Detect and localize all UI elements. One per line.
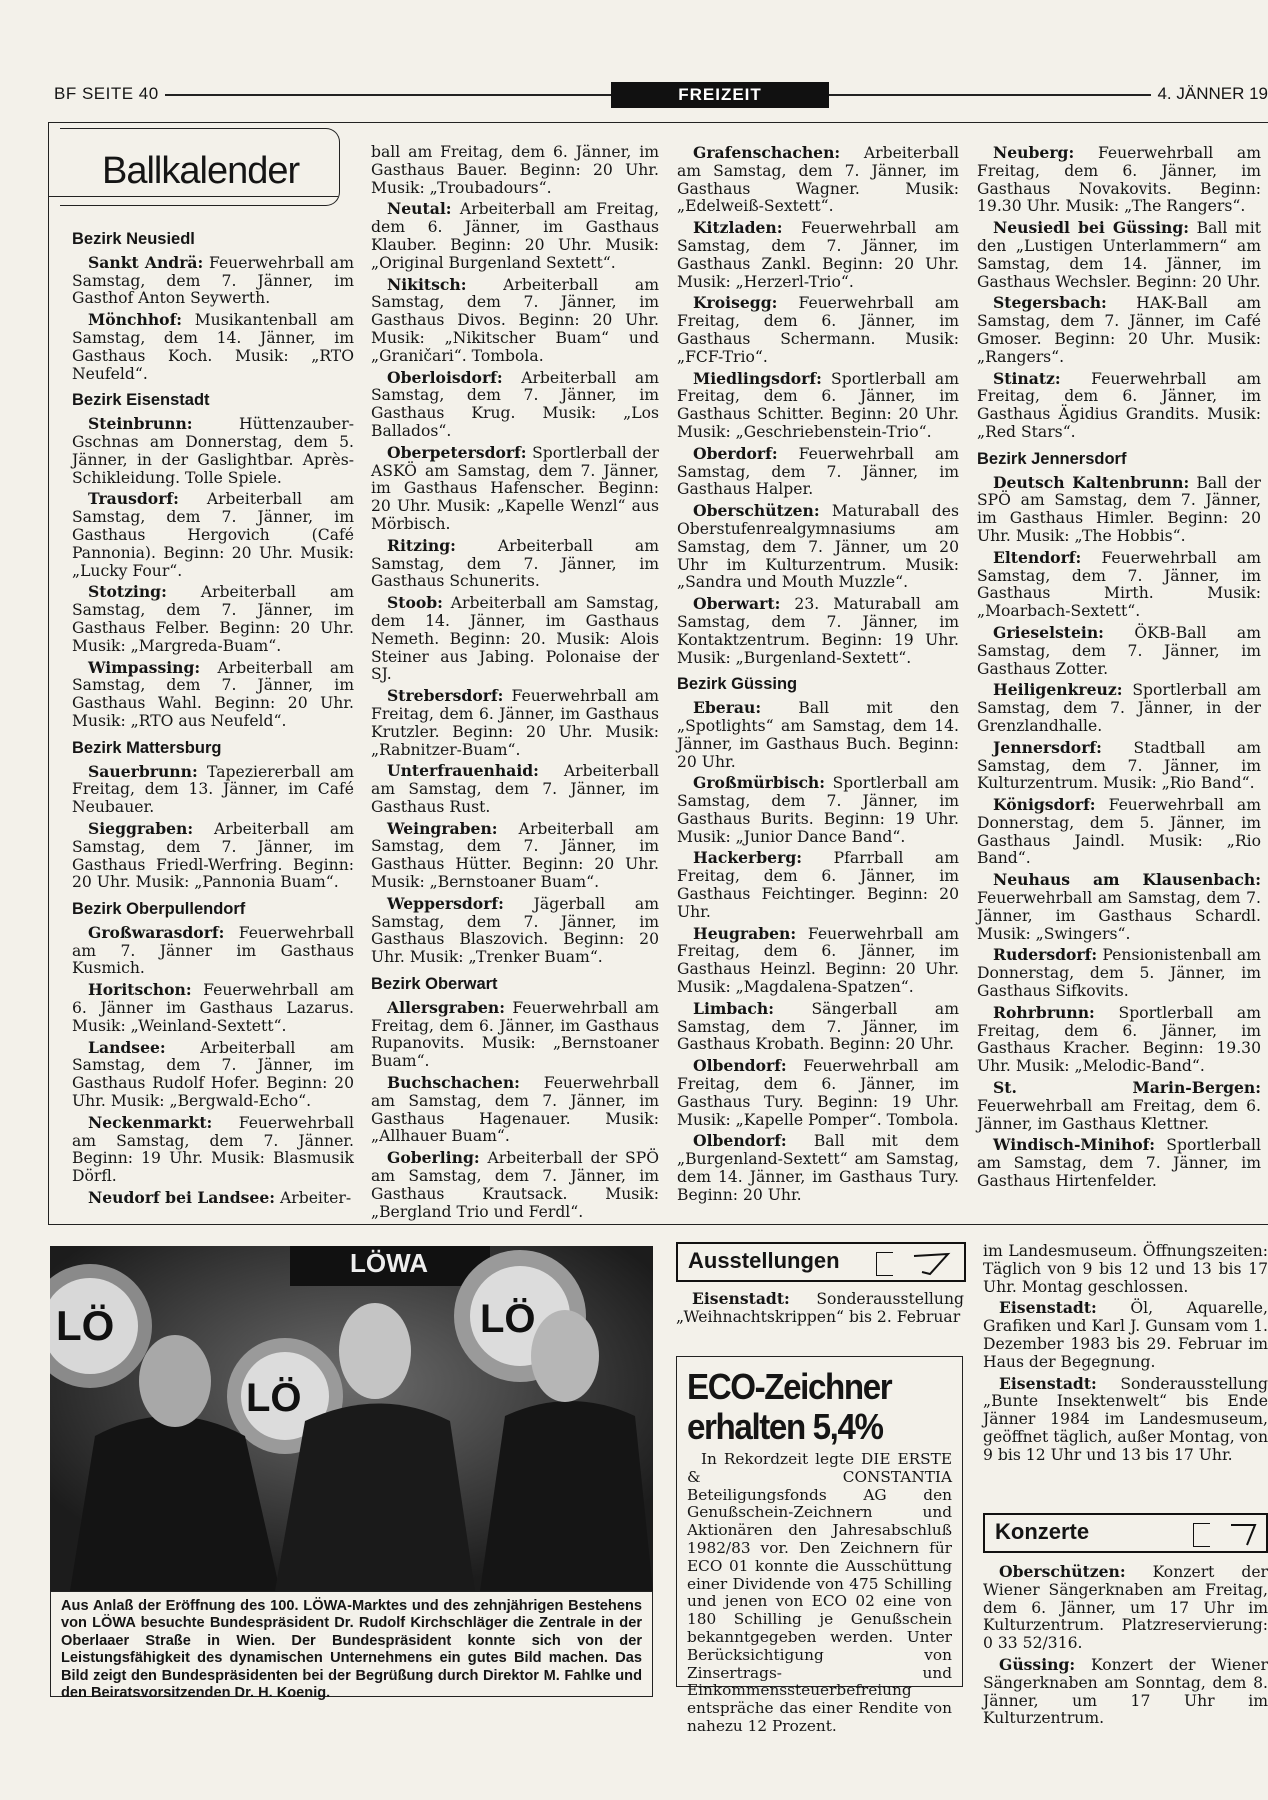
entry-place: Mönchhof: <box>88 310 183 330</box>
heading-dot-bracket <box>1193 1523 1210 1547</box>
photo-caption: Aus Anlaß der Eröffnung des 100. LÖWA-Marktes und des zehnjährigen Bestehens von LÖWA besuchte Bundespräsident Dr. Rudolf Kirchschläger die Zentrale in der Oberlaaer Straße in Wien. Der Bundespräsident konnte sich von der Leistungsfähigkeit des dynamischen Unternehmens ein gutes Bild machen. Das Bild zeigt den Bundespräsidenten bei der Begrüßung durch Direktor M. Fahlke und den Beiratsvorsitzenden Dr. H. Koenig. <box>50 1591 653 1697</box>
listing-entry <box>677 925 959 997</box>
listing-entry <box>677 294 959 366</box>
entry-text: Sonderausstellung „Bunte Insektenwelt“ bis Ende Jänner 1984 im Landesmuseum, geöffnet täglich, außer Montag, von 9 bis 12 Uhr und 13 bis 17 Uhr. <box>983 1374 1268 1464</box>
ballkalender-title: Ballkalender <box>98 150 303 193</box>
entry-place: Heugraben: <box>693 923 797 943</box>
entry-text: Arbeiterball am Samstag, dem 7. Jänner, im Gasthaus Rust. <box>371 762 659 816</box>
entry-place: Neuberg: <box>993 143 1075 162</box>
listing-entry <box>677 370 959 442</box>
entry-text: 23. Maturaball am Samstag, dem 7. Jänner, im Kontaktzentrum. Beginn: 19 Uhr. Musik: „Burgenland-Sextett“. <box>677 595 959 667</box>
entry-place: Weingraben: <box>387 818 498 838</box>
entry-text: Öl, Aquarelle, Grafiken und Karl J. Gunsam vom 1. Dezember 1983 bis 29. Februar im Haus der Begegnung. <box>983 1299 1268 1371</box>
entry-text: ball am Freitag, dem 6. Jänner, im Gasthaus Bauer. Beginn: 20 Uhr. Musik: „Troubadours“. <box>371 143 659 197</box>
entry-place: Grafenschachen: <box>693 143 841 162</box>
district-heading: Bezirk Eisenstadt <box>72 391 210 410</box>
entry-place: Neutal: <box>387 199 452 219</box>
listing-entry <box>72 1039 354 1111</box>
entry-place: Oberdorf: <box>693 443 778 463</box>
entry-place: Grieselstein: <box>993 622 1104 642</box>
listing-entry <box>72 583 354 655</box>
entry-text: Arbeiter- <box>275 1189 352 1208</box>
entry-place: Deutsch Kaltenbrunn: <box>993 472 1190 492</box>
entry-place: St. Marin-Bergen: <box>993 1078 1261 1098</box>
entry-text: Arbeiterball am Samstag, dem 14. Jänner, im Gasthaus Nemeth. Beginn: 20. Musik: Alois Steiner aus Jabing. Polonaise der SJ. <box>371 594 659 684</box>
eco-body: In Rekordzeit legte DIE ERSTE & CONSTANTIA Beteiligungsfonds AG den Genußschein-Zeichnern und Aktionären den Jahresabschluß 1982/83 vor. Den Zeichnern für ECO 01 konnte die Ausschüttung einer Dividende von 475 Schilling und jenen von ECO 02 eine von 180 Schilling je Genußschein bekanntgegeben werden. Unter Berücksichtigung von Zinsertrags- und Einkommenssteuerbefreiung entspräche das einer Rendite von nahezu 12 Prozent. <box>687 1450 952 1735</box>
entry-text: Arbeiterball am Freitag, dem 6. Jänner, im Gasthaus Klauber. Beginn: 20 Uhr. Musik: „Original Burgenland Sextett“. <box>371 200 659 272</box>
ballkalender-column-2 <box>371 144 659 1224</box>
listing-entry <box>72 415 354 487</box>
entry-text: ÖKB-Ball am Samstag, dem 7. Jänner, im Gasthaus Zotter. <box>977 623 1261 678</box>
entry-text: Feuerwehrball am Freitag, dem 6. Jänner, im Gasthaus Novakovits. Beginn: 19.30 Uhr. Musik: „The Rangers“. <box>977 144 1261 216</box>
entry-text: Arbeiterball am Samstag, dem 7. Jänner, im Gasthaus Hütter. Beginn: 20 Uhr. Musik: „Bernstoaner Buam“. <box>371 819 659 892</box>
entry-text: Ball mit dem „Burgenland-Sextett“ am Samstag, dem 14. Jänner, im Gasthaus Tury. Beginn: 20 Uhr. <box>677 1132 959 1204</box>
press-photo <box>50 1246 653 1591</box>
entry-text: Arbeiterball am Samstag, dem 7. Jänner, im Gasthaus Wagner. Musik: „Edelweiß-Sextett“. <box>677 144 959 216</box>
listing-entry <box>371 444 659 534</box>
listing-entry <box>72 1189 354 1208</box>
listing-entry <box>983 1375 1268 1465</box>
listing-entry <box>977 681 1261 735</box>
entry-place: Ritzing: <box>387 535 456 555</box>
entry-text: Feuerwehrball am Samstag, dem 7. Jänner, im Gasthaus Hagenauer. Musik: „Allhauer Buam“. <box>371 1074 659 1146</box>
entry-text: Feuerwehrball am Samstag, dem 7. Jänner, im Gasthaus Halper. <box>677 444 959 499</box>
listing-entry <box>983 1243 1268 1296</box>
listing-entry <box>677 699 959 771</box>
listing-entry <box>677 595 959 667</box>
entry-text: Feuerwehrball am Samstag, dem 7. Jänner, im Gasthaus Zankl. Beginn: 20 Uhr. Musik: „Herzerl-Trio“. <box>677 219 959 291</box>
listing-entry <box>72 490 354 580</box>
listing-entry <box>676 1290 964 1327</box>
ausstellungen-title: Ausstellungen <box>688 1248 840 1273</box>
listing-entry <box>371 687 659 759</box>
listing-entry <box>371 820 659 892</box>
page-number: BF SEITE 40 <box>54 84 165 104</box>
entry-place: Sankt Andrä: <box>88 252 204 272</box>
district-heading: Bezirk Güssing <box>677 675 798 694</box>
listing-entry <box>977 796 1261 868</box>
entry-text: Stadtball am Samstag, dem 7. Jänner, im Kulturzentrum. Musik: „Rio Band“. <box>977 738 1261 793</box>
entry-place: Miedlingsdorf: <box>693 368 822 388</box>
eco-headline: ECO-Zeichner erhalten 5,4% <box>687 1366 892 1447</box>
listing-entry <box>371 594 659 684</box>
ausstellungen-column-left <box>676 1290 964 1330</box>
sign-top-text: LÖWA <box>350 1248 428 1278</box>
sign-right-text: LÖ <box>480 1297 536 1341</box>
entry-place: Großmürbisch: <box>693 773 826 793</box>
district-heading: Bezirk Mattersburg <box>72 738 222 757</box>
listing-entry <box>371 762 659 816</box>
listing-entry <box>72 659 354 731</box>
listing-entry <box>977 1004 1261 1076</box>
konzerte-title: Konzerte <box>995 1519 1090 1544</box>
entry-text: Feuerwehrball am Donnerstag, dem 5. Jänner, im Gasthaus Jaindl. Musik: „Rio Band“. <box>977 796 1261 868</box>
entry-place: Stegersbach: <box>993 293 1107 313</box>
entry-text: Arbeiterball am Samstag, dem 7. Jänner, im Gasthaus Schunerits. <box>371 536 659 591</box>
district-heading: Bezirk Neusiedl <box>72 230 195 248</box>
listing-entry <box>371 144 659 197</box>
entry-place: Oberschützen: <box>693 501 820 521</box>
listing-entry <box>977 219 1261 291</box>
listing-entry <box>371 537 659 591</box>
entry-text: HAK-Ball am Samstag, dem 7. Jänner, im Café Gmoser. Beginn: 20 Uhr. Musik: „Rangers“. <box>977 294 1261 366</box>
listing-entry <box>677 1132 959 1204</box>
konzerte-heading-box <box>983 1513 1268 1553</box>
photo-illustration <box>50 1246 653 1591</box>
listing-entry <box>677 1057 959 1129</box>
entry-place: Stotzing: <box>88 582 167 602</box>
listing-entry <box>371 1149 659 1221</box>
entry-text: Sonderausstellung „Weihnachtskrippen“ bis 2. Februar <box>676 1290 964 1326</box>
sign-left-text: LÖ <box>56 1302 115 1349</box>
entry-place: Horitschon: <box>88 980 192 1000</box>
entry-place: Nikitsch: <box>387 274 467 294</box>
entry-text: Sportlerball am Freitag, dem 6. Jänner, im Gasthaus Kracher. Beginn: 19.30 Uhr. Musik: „Melodic-Band“. <box>977 1003 1261 1076</box>
entry-place: Sieggraben: <box>88 818 194 838</box>
ballkalender-column-1 <box>72 222 354 1211</box>
heading-dot-bracket <box>876 1252 893 1276</box>
entry-text: Arbeiterball am Samstag, dem 7. Jänner, im Gasthaus Krug. Musik: „Los Ballados“. <box>371 368 659 440</box>
entry-place: Eisenstadt: <box>999 1298 1097 1318</box>
entry-text: Musikantenball am Samstag, dem 14. Jänner, im Gasthaus Koch. Musik: „RTO Neufeld“. <box>72 311 354 383</box>
entry-place: Oberloisdorf: <box>387 367 503 387</box>
entry-text: Feuerwehrball am Freitag, dem 6. Jänner, im Gasthaus Schermann. Musik: „FCF-Trio“. <box>677 294 959 366</box>
entry-place: Windisch-Minihof: <box>993 1135 1156 1155</box>
entry-text: Feuerwehrball am Freitag, dem 6. Jänner, im Gasthaus Krutzler. Beginn: 20 Uhr. Musik: „Rabnitzer-Buam“. <box>371 687 659 759</box>
listing-entry <box>371 1074 659 1146</box>
entry-place: Neckenmarkt: <box>88 1112 213 1132</box>
entry-text: Arbeiterball am Samstag, dem 7. Jänner, im Gasthaus Divos. Beginn: 20 Uhr. Musik: „Nikitscher Buam“ und „Graničari“. Tombola. <box>371 275 659 365</box>
entry-text: Tapeziererball am Freitag, dem 13. Jänner, im Café Neubauer. <box>72 762 354 817</box>
entry-place: Trausdorf: <box>88 489 179 509</box>
entry-place: Eberau: <box>693 698 762 718</box>
listing-entry <box>977 946 1261 1000</box>
entry-place: Hackerberg: <box>693 848 802 868</box>
listing-entry <box>977 1136 1261 1190</box>
entry-text: Arbeiterball am Samstag, dem 7. Jänner, im Gasthaus Rudolf Hofer. Beginn: 20 Uhr. Musik: „Bergwald-Echo“. <box>72 1038 354 1111</box>
entry-text: Sportlerball am Samstag, dem 7. Jänner, in der Grenzlandhalle. <box>977 681 1261 735</box>
entry-text: Feuerwehrball am Freitag, dem 6. Jänner, im Gasthaus Tury. Beginn: 19 Uhr. Musik: „Kapelle Pomper“. Tombola. <box>677 1057 959 1129</box>
entry-place: Oberwart: <box>693 594 781 614</box>
entry-place: Jennersdorf: <box>993 737 1102 757</box>
listing-entry <box>983 1563 1268 1653</box>
entry-text: Arbeiterball der SPÖ am Samstag, dem 7. Jänner, im Gasthaus Krautsack. Musik: „Bergland Trio und Ferdl“. <box>371 1149 659 1221</box>
listing-entry <box>677 144 959 216</box>
entry-text: Jägerball am Samstag, dem 7. Jänner, im Gasthaus Blaszovich. Beginn: 20 Uhr. Musik: „Trenker Buam“. <box>371 894 659 967</box>
ausstellungen-column-right <box>983 1243 1268 1468</box>
listing-entry <box>977 549 1261 621</box>
entry-place: Eisenstadt: <box>999 1373 1097 1393</box>
entry-text: Arbeiterball am Samstag, dem 7. Jänner, im Gasthaus Felber. Beginn: 20 Uhr. Musik: „Margreda-Buam“. <box>72 583 354 655</box>
entry-place: Limbach: <box>693 998 774 1018</box>
entry-text: Feuerwehrball am Samstag, dem 7. Jänner. Beginn: 19 Uhr. Musik: Blasmusik Dörfl. <box>72 1113 354 1186</box>
listing-entry <box>983 1299 1268 1371</box>
listing-entry <box>677 1000 959 1054</box>
listing-entry <box>72 981 354 1035</box>
entry-text: Konzert der Wiener Sängerknaben am Sonntag, dem 8. Jänner, um 17 Uhr im Kulturzentrum. <box>983 1655 1268 1728</box>
listing-entry <box>977 474 1261 546</box>
sign-mid-text: LÖ <box>246 1376 302 1420</box>
listing-entry <box>72 763 354 817</box>
entry-place: Kitzladen: <box>693 218 783 238</box>
entry-text: Sportlerball am Samstag, dem 7. Jänner, im Gasthaus Burits. Beginn: 19 Uhr. Musik: „Junior Dance Band“. <box>677 774 959 846</box>
entry-text: Sängerball am Samstag, dem 7. Jänner, im Gasthaus Krobath. Beginn: 20 Uhr. <box>677 999 959 1054</box>
entry-text: Konzert der Wiener Sängerknaben am Freitag, dem 6. Jänner, um 17 Uhr im Kulturzentrum. Platzreservierung: 0 33 52/316. <box>983 1563 1268 1653</box>
entry-place: Goberling: <box>387 1148 480 1168</box>
district-heading: Bezirk Oberpullendorf <box>72 900 246 919</box>
entry-text: Feuerwehrball am Freitag, dem 6. Jänner, im Gasthaus Rupanovits. Musik: „Bernstoaner Buam“. <box>371 998 659 1071</box>
entry-place: Stinatz: <box>993 368 1061 388</box>
entry-text: Feuerwehrball am Samstag, dem 7. Jänner, im Gasthof Anton Seywerth. <box>72 253 354 308</box>
entry-text: Hüttenzauber-Gschnas am Donnerstag, dem 5. Jänner, in der Gaslightbar. Après-Schikleidung. Tolle Spiele. <box>72 415 354 487</box>
ballkalender-column-4 <box>977 144 1261 1194</box>
listing-entry <box>72 820 354 892</box>
listing-entry <box>371 276 659 366</box>
ausstellungen-heading-box <box>676 1242 966 1282</box>
entry-text: Ball der SPÖ am Samstag, dem 7. Jänner, im Gasthaus Himler. Beginn: 20 Uhr. Musik: „The Hobbis“. <box>977 473 1261 545</box>
entry-text: Feuerwehrball am Samstag, dem 7. Jänner, im Gasthaus Mirth. Musik: „Moarbach-Sextett“. <box>977 548 1261 621</box>
entry-place: Rudersdorf: <box>993 945 1098 965</box>
entry-place: Stoob: <box>387 593 443 613</box>
entry-text: Ball mit den „Lustigen Unterlammern“ am Samstag, dem 14. Jänner, im Gasthaus Wechsler. Beginn: 20 Uhr. <box>977 219 1261 291</box>
listing-entry <box>677 849 959 921</box>
entry-place: Neusiedl bei Güssing: <box>993 218 1190 238</box>
entry-place: Kroisegg: <box>693 293 778 313</box>
district-heading: Bezirk Jennersdorf <box>977 449 1127 468</box>
entry-text: Feuerwehrball am Samstag, dem 7. Jänner, im Gasthaus Schardl. Musik: „Swingers“. <box>977 889 1261 943</box>
listing-entry <box>677 774 959 846</box>
eco-article-box <box>676 1356 963 1735</box>
ballkalender-heading <box>48 128 342 206</box>
entry-place: Unterfrauenhaid: <box>387 761 539 781</box>
entry-place: Eltendorf: <box>993 547 1082 567</box>
listing-entry <box>371 895 659 967</box>
issue-date: 4. JÄNNER 19 <box>1151 84 1268 104</box>
entry-place: Allersgraben: <box>387 997 506 1017</box>
entry-text: Ball mit den „Spotlights“ am Samstag, dem 14. Jänner, im Gasthaus Buch. Beginn: 20 Uhr. <box>677 699 959 771</box>
district-heading: Bezirk Oberwart <box>371 975 498 994</box>
listing-entry <box>977 294 1261 366</box>
listing-entry <box>72 924 354 978</box>
entry-place: Eisenstadt: <box>692 1289 790 1308</box>
listing-entry <box>371 369 659 441</box>
entry-text: Sportlerball am Samstag, dem 7. Jänner, im Gasthaus Hirtenfelder. <box>977 1136 1261 1191</box>
entry-place: Oberschützen: <box>999 1562 1126 1581</box>
listing-entry <box>72 311 354 383</box>
entry-place: Großwarasdorf: <box>88 922 225 942</box>
entry-place: Neuhaus am Klausenbach: <box>993 870 1261 890</box>
entry-place: Neudorf bei Landsee: <box>88 1188 276 1208</box>
entry-text: Pensionistenball am Donnerstag, dem 5. Jänner, im Gasthaus Sifkovits. <box>977 946 1261 1001</box>
entry-place: Strebersdorf: <box>387 686 504 706</box>
entry-place: Buchschachen: <box>387 1073 520 1093</box>
entry-text: Sportlerball der ASKÖ am Samstag, dem 7. Jänner, im Gasthaus Hafenscher. Beginn: 20 Uhr. Musik: „Kapelle Wenzl“ aus Mörbisch. <box>371 443 659 533</box>
ballkalender-column-3 <box>677 144 959 1208</box>
listing-entry <box>983 1656 1268 1728</box>
listing-entry <box>977 871 1261 943</box>
entry-place: Königsdorf: <box>993 795 1096 815</box>
page-header <box>54 82 1268 108</box>
entry-text: Sportlerball am Freitag, dem 6. Jänner, im Gasthaus Schitter. Beginn: 20 Uhr. Musik: „Geschriebenstein-Trio“. <box>677 369 959 441</box>
entry-place: Rohrbrunn: <box>993 1002 1095 1022</box>
entry-text: Feuerwehrball am Freitag, dem 6. Jänner, im Gasthaus Ägidius Grandits. Musik: „Red Stars“. <box>977 369 1261 441</box>
heading-underline <box>48 196 338 197</box>
listing-entry <box>72 1114 354 1186</box>
entry-place: Heiligenkreuz: <box>993 680 1123 700</box>
entry-place: Wimpassing: <box>88 657 201 677</box>
listing-entry <box>72 254 354 308</box>
entry-text: Feuerwehrball am Freitag, dem 6. Jänner, im Gasthaus Heinzl. Beginn: 20 Uhr. Musik: „Magdalena-Spatzen“. <box>677 924 959 997</box>
entry-place: Sauerbrunn: <box>88 761 198 781</box>
listing-entry <box>977 624 1261 678</box>
listing-entry <box>677 502 959 592</box>
entry-text: Arbeiterball am Samstag, dem 7. Jänner, im Gasthaus Friedl-Werfring. Beginn: 20 Uhr. Musik: „Pannonia Buam“. <box>72 819 354 892</box>
listing-entry <box>977 144 1261 216</box>
entry-place: Olbendorf: <box>693 1056 787 1076</box>
entry-text: Arbeiterball am Samstag, dem 7. Jänner, im Gasthaus Hergovich (Café Pannonia). Beginn: 20 Uhr. Musik: „Lucky Four“. <box>72 490 354 580</box>
pen-icon <box>910 1248 954 1278</box>
entry-place: Oberpetersdorf: <box>387 442 527 462</box>
listing-entry <box>677 219 959 291</box>
listing-entry <box>371 999 659 1071</box>
entry-text: Feuerwehrball am 7. Jänner im Gasthaus Kusmich. <box>72 923 354 978</box>
entry-text: Feuerwehrball am Freitag, dem 6. Jänner, im Gasthaus Klettner. <box>977 1096 1261 1133</box>
listing-entry <box>977 1079 1261 1133</box>
entry-place: Landsee: <box>88 1037 166 1057</box>
music-note-icon <box>1225 1519 1265 1549</box>
entry-place: Olbendorf: <box>693 1131 787 1151</box>
entry-place: Güssing: <box>999 1654 1076 1674</box>
konzerte-column <box>983 1563 1268 1731</box>
listing-entry <box>977 370 1261 442</box>
entry-text: Maturaball des Oberstufenrealgymnasiums am Samstag, dem 7. Jänner, um 20 Uhr im Kulturzentrum. Musik: „Sandra und Mouth Muzzle“. <box>677 502 959 592</box>
listing-entry <box>371 200 659 272</box>
listing-entry <box>677 445 959 499</box>
entry-place: Steinbrunn: <box>88 414 193 434</box>
section-label: FREIZEIT <box>611 82 829 108</box>
entry-text: Pfarrball am Freitag, dem 6. Jänner, im Gasthaus Feichtinger. Beginn: 20 Uhr. <box>677 849 959 921</box>
entry-text: Arbeiterball am Samstag, dem 7. Jänner, im Gasthaus Wahl. Beginn: 20 Uhr. Musik: „RTO aus Neufeld“. <box>72 658 354 730</box>
entry-place: Weppersdorf: <box>387 893 504 913</box>
listing-entry <box>977 739 1261 793</box>
entry-text: im Landesmuseum. Öffnungszeiten: Täglich von 9 bis 12 und 13 bis 17 Uhr. Montag geschlossen. <box>983 1242 1268 1296</box>
entry-text: Feuerwehrball am 6. Jänner im Gasthaus Lazarus. Musik: „Weinland-Sextett“. <box>72 981 354 1035</box>
